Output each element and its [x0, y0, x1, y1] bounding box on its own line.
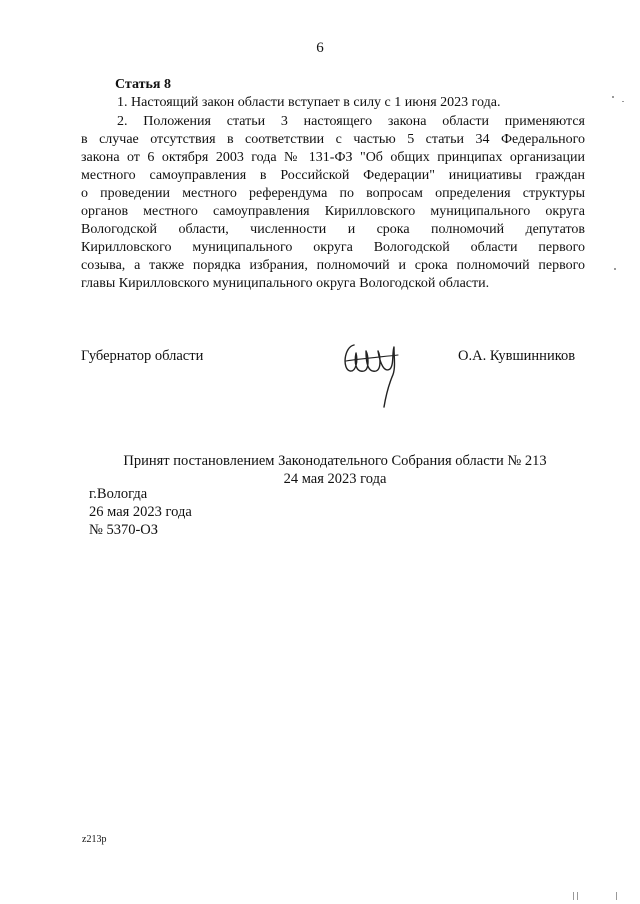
- article-heading: Статья 8: [115, 77, 171, 92]
- paragraph-2-line: Вологодской области, численности и срока полномочий депутатов: [81, 222, 585, 237]
- signatory-title: Губернатор области: [81, 348, 204, 364]
- scan-speck: [616, 892, 617, 900]
- handwritten-signature: [340, 333, 410, 413]
- paragraph-2-line: органов местного самоуправления Кирилловского муниципального округа: [81, 204, 585, 219]
- paragraph-2-line: главы Кирилловского муниципального округа Вологодской области.: [81, 276, 490, 291]
- scan-speck: [612, 96, 614, 98]
- page-number: 6: [316, 40, 324, 56]
- paragraph-2-line: о проведении местного референдума по вопросам определения структуры: [81, 186, 585, 201]
- signatory-name: О.А. Кувшинников: [458, 348, 576, 364]
- paragraph-2-line: созыва, а также порядка избрания, полномочий и срока полномочий первого: [81, 258, 585, 273]
- adoption-line-2: 24 мая 2023 года: [283, 471, 387, 487]
- signing-date: 26 мая 2023 года: [89, 504, 192, 520]
- scan-speck: [573, 892, 574, 900]
- paragraph-2-line: Кирилловского муниципального округа Вологодской области первого: [81, 240, 585, 255]
- paragraph-2-line: в случае отсутствия в соответствии с частью 5 статьи 34 Федерального: [81, 132, 585, 147]
- law-number: № 5370-ОЗ: [89, 522, 159, 538]
- adoption-line-1: Принят постановлением Законодательного Собрания области № 213: [123, 453, 547, 469]
- paragraph-2-line: 2. Положения статьи 3 настоящего закона области применяются: [117, 114, 585, 129]
- scan-speck: [614, 268, 616, 270]
- scan-speck: [622, 101, 624, 102]
- city: г.Вологда: [89, 486, 148, 502]
- paragraph-1: 1. Настоящий закон области вступает в силу с 1 июня 2023 года.: [117, 95, 501, 110]
- paragraph-2-line: местного самоуправления в Российской Федерации" инициативы граждан: [81, 168, 585, 183]
- scan-speck: [577, 892, 578, 900]
- paragraph-2-line: закона от 6 октября 2003 года № 131-ФЗ "Об общих принципах организации: [81, 150, 585, 165]
- document-code: z213р: [82, 834, 107, 845]
